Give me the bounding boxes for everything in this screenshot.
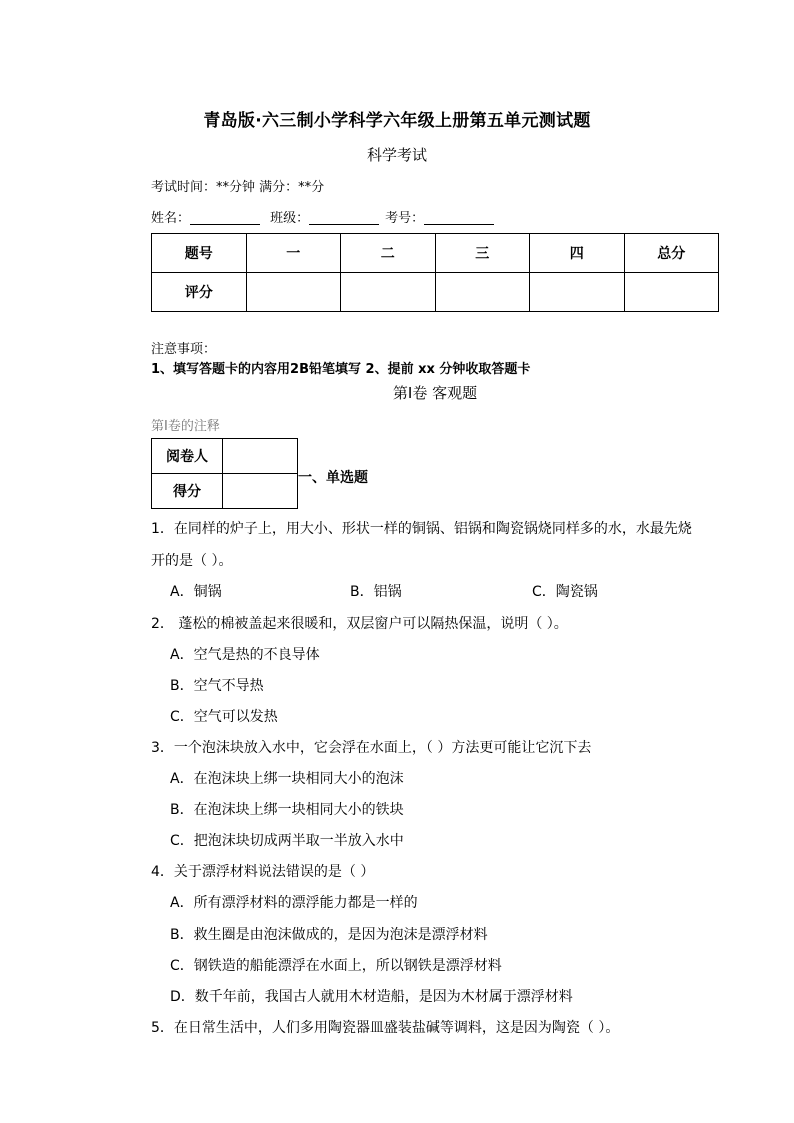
score-header-cell: 一 bbox=[246, 234, 341, 273]
question-1-option-c: C．陶瓷锅 bbox=[532, 584, 598, 600]
question-2-option-a: A．空气是热的不良导体 bbox=[170, 647, 320, 663]
question-3-option-b: B．在泡沫块上绑一块相同大小的铁块 bbox=[170, 802, 404, 818]
question-4-option-b: B．救生圈是由泡沫做成的，是因为泡沫是漂浮材料 bbox=[170, 927, 488, 943]
class-blank bbox=[309, 210, 379, 225]
question-5: 5．在日常生活中，人们多用陶瓷器皿盛装盐碱等调料，这是因为陶瓷（ ）。 bbox=[151, 1020, 620, 1036]
name-blank bbox=[190, 210, 260, 225]
question-1-line-2: 开的是（ ）。 bbox=[151, 553, 233, 569]
question-3-option-a: A．在泡沫块上绑一块相同大小的泡沫 bbox=[170, 771, 404, 787]
question-1-option-b: B．铝锅 bbox=[350, 584, 402, 600]
grader-row bbox=[152, 474, 298, 509]
question-2-option-b: B．空气不导热 bbox=[170, 678, 264, 694]
notes-title: 注意事项： bbox=[151, 342, 217, 357]
question-4-option-d: D．数千年前，我国古人就用木材造船，是因为木材属于漂浮材料 bbox=[170, 989, 573, 1005]
grader-row bbox=[152, 439, 298, 474]
number-blank bbox=[424, 210, 494, 225]
score-table bbox=[151, 233, 719, 312]
score-header-cell: 三 bbox=[435, 234, 530, 273]
question-4-option-a: A．所有漂浮材料的漂浮能力都是一样的 bbox=[170, 895, 418, 911]
section-title-objective: 第Ⅰ卷 客观题 bbox=[392, 384, 478, 402]
section-heading-single-choice: 一、单选题 bbox=[298, 470, 368, 486]
reviewer-cell bbox=[223, 439, 298, 474]
score-cell bbox=[624, 273, 719, 312]
score-cell bbox=[246, 273, 341, 312]
score-header-cell: 总分 bbox=[624, 234, 719, 273]
score-cell bbox=[530, 273, 625, 312]
number-label: 考号： bbox=[385, 211, 425, 226]
score-header-cell: 二 bbox=[341, 234, 436, 273]
question-1-line-1: 1．在同样的炉子上，用大小、形状一样的铜锅、铝锅和陶瓷锅烧同样多的水，水最先烧 bbox=[151, 521, 692, 537]
score-row-label: 评分 bbox=[152, 273, 247, 312]
question-1-option-a: A．铜锅 bbox=[170, 584, 222, 600]
volume-note: 第Ⅰ卷的注释 bbox=[151, 419, 220, 434]
grader-score-cell bbox=[223, 474, 298, 509]
score-table-row bbox=[152, 273, 719, 312]
question-2-option-c: C．空气可以发热 bbox=[170, 709, 278, 725]
exam-meta: 考试时间：**分钟 满分：**分 bbox=[151, 180, 325, 195]
score-header-cell: 题号 bbox=[152, 234, 247, 273]
notes-line: 1、填写答题卡的内容用2B铅笔填写 2、提前 xx 分钟收取答题卡 bbox=[151, 362, 531, 377]
score-header-cell: 四 bbox=[530, 234, 625, 273]
question-4-option-c: C．钢铁造的船能漂浮在水面上，所以钢铁是漂浮材料 bbox=[170, 958, 502, 974]
grader-score-label: 得分 bbox=[152, 474, 223, 509]
question-3: 3．一个泡沫块放入水中，它会浮在水面上，（ ）方法更可能让它沉下去 bbox=[151, 740, 592, 756]
name-label: 姓名： bbox=[151, 211, 191, 226]
question-3-option-c: C．把泡沫块切成两半取一半放入水中 bbox=[170, 833, 404, 849]
page-title: 青岛版·六三制小学科学六年级上册第五单元测试题 bbox=[203, 111, 591, 131]
reviewer-label: 阅卷人 bbox=[152, 439, 223, 474]
class-label: 班级： bbox=[270, 211, 310, 226]
score-cell bbox=[435, 273, 530, 312]
question-2: 2． 蓬松的棉被盖起来很暖和，双层窗户可以隔热保温，说明（ ）。 bbox=[151, 616, 568, 632]
score-cell bbox=[341, 273, 436, 312]
page-subtitle: 科学考试 bbox=[366, 146, 427, 164]
score-table-header-row bbox=[152, 234, 719, 273]
student-info bbox=[151, 207, 500, 226]
question-4: 4．关于漂浮材料说法错误的是（ ） bbox=[151, 864, 375, 880]
grader-table bbox=[151, 438, 298, 509]
